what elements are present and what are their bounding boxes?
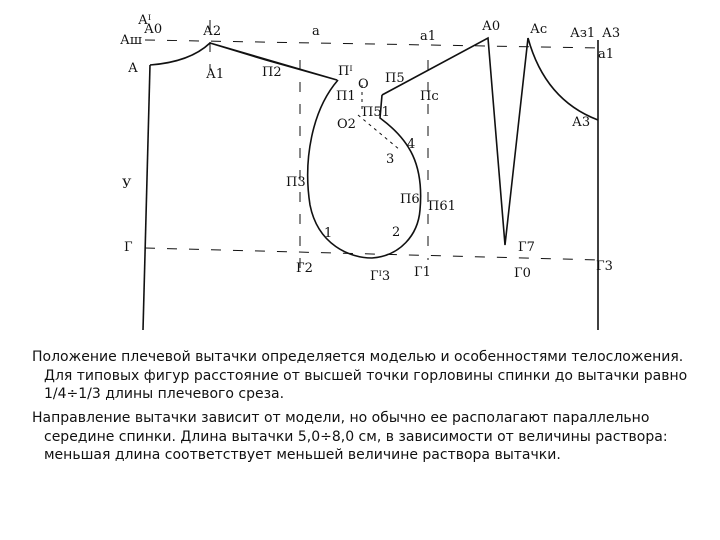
caption-paragraph-1: Положение плечевой вытачки определяется моделью и особенностями телосложения. Для типовых фигур расстояние от высшей точки горловины спинки до вытачки равно 1/4÷1/3 длины плечевого среза.: [32, 349, 688, 402]
label-num4: 4: [407, 137, 416, 152]
label-a0-left: А0: [144, 22, 163, 37]
label-a-left-corner: Аш: [120, 33, 142, 48]
label-pc: Пᴄ: [420, 89, 439, 104]
label-p2: П2: [262, 65, 282, 80]
label-a1-right: а1: [598, 47, 615, 62]
label-g7: Г7: [518, 240, 535, 255]
construction-lines: [145, 20, 600, 270]
label-a-top: а: [312, 24, 320, 39]
label-num1: 1: [324, 226, 333, 241]
label-a31: Аз1: [570, 26, 596, 41]
label-p5: П5: [385, 71, 405, 86]
label-a1-left: А1: [206, 67, 225, 82]
label-g1prime: Гᴵ3: [370, 269, 391, 284]
front-neckline-curve: [528, 38, 598, 120]
o2-guide: [358, 115, 400, 150]
label-a-right-mid: Аᴄ: [530, 22, 548, 37]
label-p51: П51: [362, 105, 390, 120]
back-neckline-curve: [150, 43, 210, 65]
label-a-mid-left: А: [128, 61, 138, 76]
label-a3: А3: [602, 26, 621, 41]
label-p61: П61: [428, 199, 456, 214]
label-num2: 2: [392, 225, 401, 240]
label-a-top-left: Аᴵ: [138, 13, 152, 28]
back-center-line: [143, 65, 150, 330]
label-p1: П1: [336, 89, 356, 104]
label-o2: О2: [337, 117, 356, 132]
label-a2: А2: [203, 24, 222, 39]
label-num3: 3: [386, 152, 395, 167]
label-g2: Г2: [296, 261, 313, 276]
label-g1: Г1: [414, 265, 431, 280]
label-p6: П6: [400, 192, 420, 207]
label-a3-lower: А3: [572, 115, 591, 130]
label-a1-top: а1: [420, 29, 437, 44]
label-p-prime: Пᴵ: [338, 64, 353, 79]
caption-paragraph-2: Направление вытачки зависит от модели, но обычно ее располагают параллельно середине спинки. Длина вытачки 5,0÷8,0 см, в зависимости от величины раствора: меньшая длина соответствует меньшей величине раствора вытачки.: [32, 410, 668, 463]
label-p3: П3: [286, 175, 306, 190]
label-g0: Г0: [514, 266, 531, 281]
label-g3: Г3: [596, 259, 613, 274]
label-g: Г: [124, 240, 133, 255]
label-o: О: [358, 77, 369, 92]
label-a0-right: А0: [482, 19, 501, 34]
label-u: У: [122, 177, 132, 192]
